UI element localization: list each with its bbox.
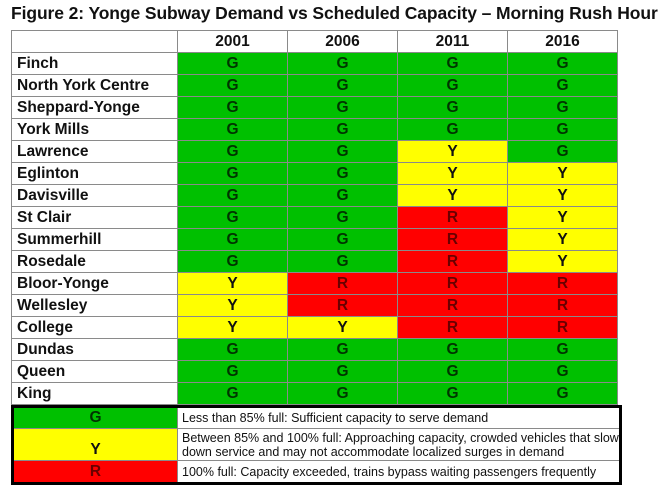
capacity-cell: G [288,229,398,251]
capacity-table [11,30,618,405]
station-name: Lawrence [12,141,178,163]
capacity-cell: G [178,207,288,229]
table-row [12,207,618,229]
figure-title: Figure 2: Yonge Subway Demand vs Scheduled Capacity – Morning Rush Hour [11,3,658,23]
station-name: Davisville [12,185,178,207]
capacity-cell: G [178,141,288,163]
capacity-cell: R [398,273,508,295]
capacity-cell: Y [508,229,618,251]
legend-row-red [13,461,621,484]
capacity-cell: G [288,383,398,405]
legend-row-green [13,407,621,429]
capacity-cell: G [398,97,508,119]
table-row [12,185,618,207]
capacity-cell: G [508,119,618,141]
header-row [12,31,618,53]
capacity-cell: G [508,141,618,163]
legend-description-red: 100% full: Capacity exceeded, trains bypass waiting passengers frequently [178,461,621,484]
capacity-cell: G [288,75,398,97]
table-body [12,53,618,405]
capacity-cell: G [288,119,398,141]
station-name: Dundas [12,339,178,361]
capacity-cell: G [398,339,508,361]
station-name: Eglinton [12,163,178,185]
station-name: North York Centre [12,75,178,97]
capacity-cell: G [508,97,618,119]
capacity-cell: R [288,273,398,295]
table-row [12,75,618,97]
capacity-cell: Y [508,207,618,229]
capacity-cell: G [398,53,508,75]
capacity-cell: G [398,383,508,405]
capacity-cell: G [178,251,288,273]
capacity-cell: G [398,75,508,97]
station-name: Queen [12,361,178,383]
legend-code-yellow: Y [13,429,178,461]
capacity-cell: G [288,53,398,75]
legend-description-yellow: Between 85% and 100% full: Approaching capacity, crowded vehicles that slow down service and may not accommodate localized surges in demand [178,429,621,461]
capacity-cell: Y [508,251,618,273]
capacity-cell: Y [398,163,508,185]
capacity-cell: Y [398,141,508,163]
capacity-cell: G [508,383,618,405]
capacity-cell: G [178,361,288,383]
header-corner [12,31,178,53]
capacity-cell: G [178,53,288,75]
capacity-cell: G [288,207,398,229]
capacity-cell: Y [178,273,288,295]
table-row [12,141,618,163]
capacity-cell: R [398,207,508,229]
capacity-cell: G [398,119,508,141]
capacity-cell: G [178,185,288,207]
capacity-cell: Y [178,295,288,317]
table-row [12,97,618,119]
header-year: 2006 [288,31,398,53]
capacity-cell: R [508,317,618,339]
table-row [12,383,618,405]
capacity-cell: R [288,295,398,317]
capacity-cell: G [288,339,398,361]
capacity-cell: G [508,339,618,361]
capacity-cell: Y [398,185,508,207]
capacity-cell: G [508,75,618,97]
legend-description-green: Less than 85% full: Sufficient capacity to serve demand [178,407,621,429]
station-name: College [12,317,178,339]
station-name: King [12,383,178,405]
station-name: Wellesley [12,295,178,317]
header-year: 2001 [178,31,288,53]
station-name: Summerhill [12,229,178,251]
table-row [12,273,618,295]
capacity-cell: R [398,295,508,317]
capacity-cell: G [178,383,288,405]
station-name: Finch [12,53,178,75]
capacity-cell: R [508,273,618,295]
legend-code-green: G [13,407,178,429]
table-row [12,229,618,251]
station-name: Rosedale [12,251,178,273]
capacity-cell: R [398,251,508,273]
capacity-cell: R [398,317,508,339]
capacity-cell: G [288,163,398,185]
capacity-cell: Y [178,317,288,339]
capacity-cell: G [288,97,398,119]
capacity-cell: R [398,229,508,251]
capacity-cell: G [178,75,288,97]
station-name: Bloor-Yonge [12,273,178,295]
capacity-cell: G [288,361,398,383]
capacity-cell: G [288,251,398,273]
capacity-cell: Y [508,163,618,185]
header-year: 2016 [508,31,618,53]
legend-table [11,405,622,485]
capacity-cell: Y [288,317,398,339]
table-row [12,251,618,273]
capacity-cell: G [288,141,398,163]
capacity-cell: R [508,295,618,317]
capacity-cell: G [288,185,398,207]
table-row [12,53,618,75]
capacity-cell: G [398,361,508,383]
legend-row-yellow [13,429,621,461]
capacity-cell: G [178,339,288,361]
table-row [12,163,618,185]
station-name: St Clair [12,207,178,229]
capacity-cell: Y [508,185,618,207]
capacity-cell: G [178,97,288,119]
station-name: Sheppard-Yonge [12,97,178,119]
table-row [12,295,618,317]
capacity-cell: G [508,53,618,75]
table-row [12,361,618,383]
legend-code-red: R [13,461,178,484]
table-row [12,317,618,339]
table-row [12,339,618,361]
capacity-cell: G [508,361,618,383]
table-row [12,119,618,141]
station-name: York Mills [12,119,178,141]
capacity-cell: G [178,119,288,141]
header-year: 2011 [398,31,508,53]
capacity-cell: G [178,163,288,185]
capacity-cell: G [178,229,288,251]
